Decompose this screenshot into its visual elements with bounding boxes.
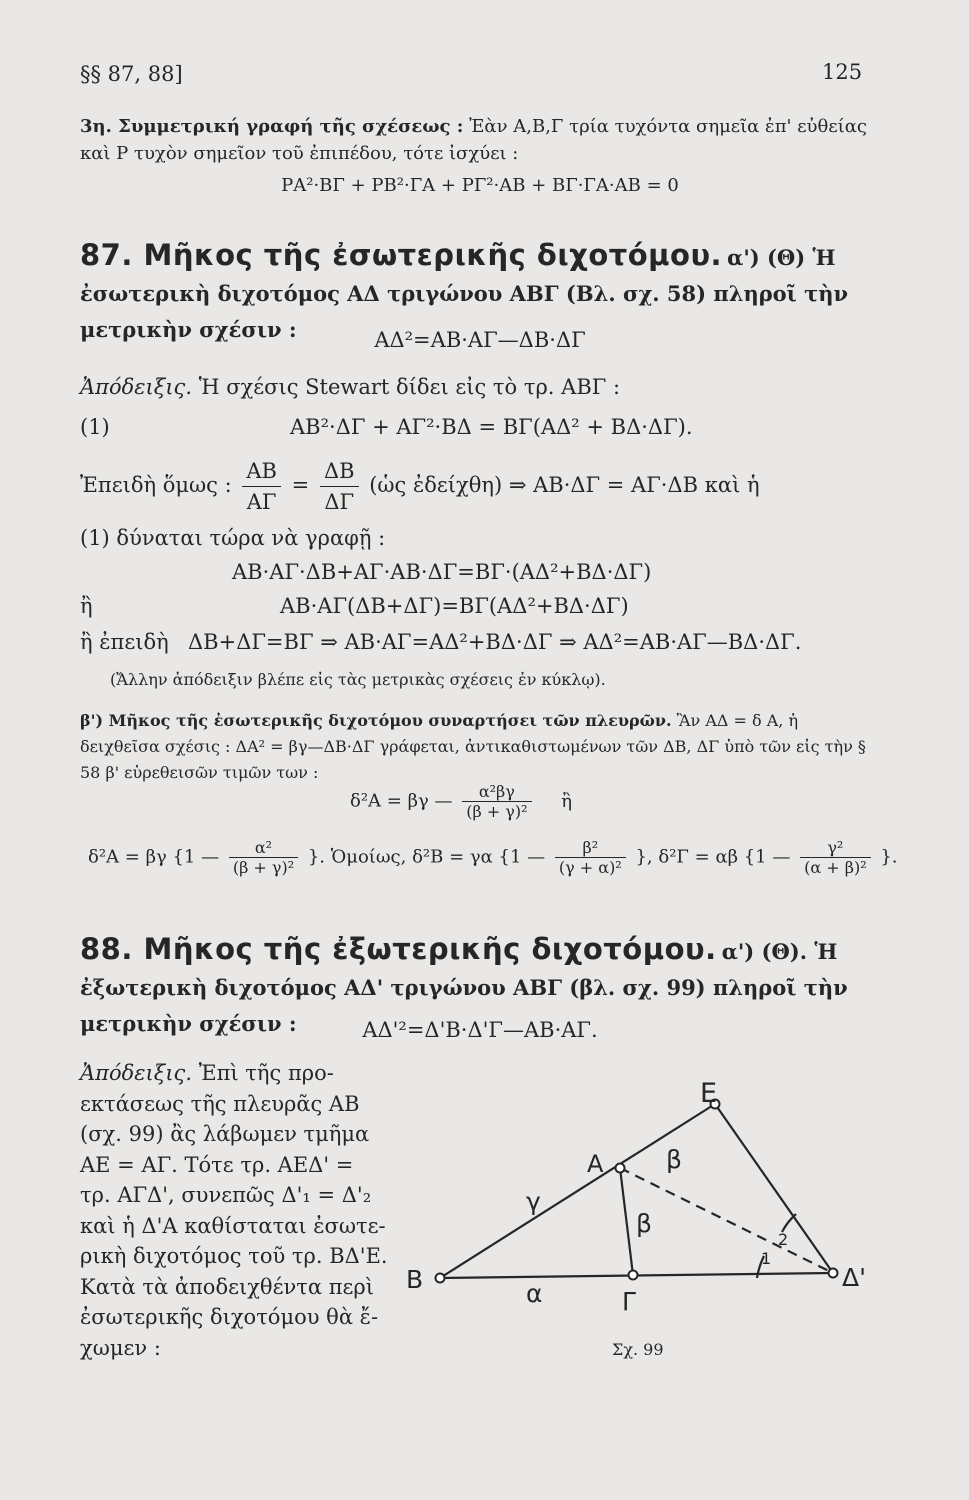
equation-2: ΑΒ·ΑΓ·ΔΒ+ΑΓ·ΑΒ·ΔΓ=ΒΓ·(ΑΔ²+ΒΔ·ΔΓ) [232, 560, 652, 584]
formula-delta-a-1-fraction [462, 782, 531, 821]
label-alpha: α [526, 1279, 543, 1308]
label-e: Ε [700, 1078, 718, 1109]
section-88-proof [80, 1058, 390, 1363]
point-g [629, 1271, 638, 1280]
formula-delta-a-1-left: δ²Α = βγ — [350, 790, 453, 812]
section-88-heading: 88. Μῆκος τῆς ἐξωτερικῆς διχοτόμου. [80, 932, 717, 966]
formula-delta-a-1-numerator: α²βγ [462, 782, 531, 802]
formula-delta-a-2-left: δ²Α = βγ {1 — [88, 846, 220, 868]
label-angle-1: 1 [761, 1249, 772, 1268]
section-88-proof-first-line [80, 1058, 390, 1089]
formula-delta-a-1 [350, 782, 572, 821]
proof-line: ἐσωτερικῆς διχοτόμου θὰ ἔ- [80, 1305, 379, 1329]
proof-line: ΑΕ = ΑΓ. Τότε τρ. ΑΕΔ' = [80, 1152, 354, 1177]
point-d-prime [829, 1269, 838, 1278]
point-b [436, 1274, 445, 1283]
formula-delta-a-2-numerator: α² [229, 838, 298, 858]
formula-delta-g-numerator: γ² [800, 838, 871, 858]
section-88-part-a: α') (Θ). Ἡ ἐξωτερικὴ διχοτόμος ΑΔ' τριγώνου ΑΒΓ (βλ. σχ. 99) πληροῖ τὴν μετρικὴν σχέσιν : [80, 939, 848, 1036]
other-proof-note: (Ἄλλην ἀπόδειξιν βλέπε εἰς τὰς μετρικὰς σχέσεις ἐν κύκλῳ). [110, 670, 606, 689]
section-88-proof-label: Ἀπόδειξις. [80, 1061, 192, 1085]
formula-delta-a-1-denominator: (β + γ)² [466, 802, 528, 821]
point-a [616, 1164, 625, 1173]
ratio-db-dg-numerator: ΔΒ [320, 456, 359, 487]
section-87-heading: 87. Μῆκος τῆς ἐσωτερικῆς διχοτόμου. [80, 238, 723, 272]
section-88-main-formula: ΑΔ'²=Δ'Β·Δ'Γ—ΑΒ·ΑΓ. [362, 1018, 598, 1042]
ratio-ab-ag-numerator: ΑΒ [242, 456, 281, 487]
page-number: 125 [822, 60, 863, 84]
formula-delta-b-numerator: β² [555, 838, 626, 858]
formula-delta-g-fraction [800, 838, 871, 877]
line-e-d [715, 1104, 833, 1273]
line-b-e [440, 1104, 715, 1278]
equation-1: ΑΒ²·ΔΓ + ΑΓ²·ΒΔ = ΒΓ(ΑΔ² + ΒΔ·ΔΓ). [290, 415, 693, 439]
proof-line: εκτάσεως τῆς πλευρᾶς ΑΒ [80, 1091, 360, 1116]
label-gamma: γ [526, 1187, 541, 1216]
formula-delta-b-denominator: (γ + α)² [558, 858, 622, 877]
ratio-ab-ag [242, 456, 281, 517]
label-beta-middle: β [636, 1209, 652, 1238]
ratio-db-dg [320, 456, 359, 517]
label-a: Α [587, 1150, 604, 1178]
section-reference: §§ 87, 88] [80, 62, 183, 86]
proof-line: Κατὰ τὰ ἀποδειχθέντα περὶ [80, 1274, 374, 1299]
proof-line: τρ. ΑΓΔ', συνεπῶς Δ'₁ = Δ'₂ [80, 1183, 372, 1207]
formula-delta-a-2-denominator: (β + γ)² [232, 858, 295, 877]
formula-delta-b-left: δ²Β = γα {1 — [412, 846, 546, 868]
item-3-paragraph [80, 113, 880, 167]
formula-delta-g-denominator: (α + β)² [804, 858, 867, 877]
formula-delta-g-left: δ²Γ = αβ {1 — [658, 846, 791, 868]
or-label-2: ἢ ἐπειδὴ [80, 630, 169, 654]
can-write-line: (1) δύναται τώρα νὰ γραφῇ : [80, 526, 386, 550]
proof-line: χωμεν : [80, 1335, 161, 1360]
equation-1-label: (1) [80, 415, 110, 439]
proof-line: ρικὴ διχοτόμος τοῦ τρ. ΒΔ'Ε. [80, 1244, 388, 1268]
part-b-paragraph [80, 708, 870, 786]
part-b-text-1: Ἂν ΑΔ = δ Α, ἡ [676, 711, 799, 730]
since-rest: (ὡς ἐδείχθη) ⇒ ΑΒ·ΔΓ = ΑΓ·ΔΒ καὶ ἡ [369, 473, 760, 497]
part-b-lead: β') Μῆκος τῆς ἐσωτερικῆς διχοτόμου συναρτήσει τῶν πλευρῶν. [80, 711, 672, 730]
item-3-text: Ἐὰν Α,Β,Γ τρία τυχόντα σημεῖα ἐπ' εὐθείας καὶ Ρ τυχὸν σημεῖον τοῦ ἐπιπέδου, τότε ἰσχύει : [80, 116, 867, 164]
section-87-main-formula: ΑΔ²=ΑΒ·ΑΓ—ΔΒ·ΔΓ [374, 328, 586, 352]
label-g: Γ [622, 1287, 636, 1316]
or-label-1: ἢ [80, 594, 93, 618]
line-a-g [620, 1168, 633, 1275]
equation-3: ΑΒ·ΑΓ(ΔΒ+ΔΓ)=ΒΓ(ΑΔ²+ΒΔ·ΔΓ) [280, 594, 629, 618]
proof-line: (σχ. 99) ἂς λάβωμεν τμῆμα [80, 1122, 370, 1146]
formula-delta-g-close: }. [880, 846, 898, 868]
proof-label: Ἀπόδειξις. [80, 375, 192, 399]
part-b-text-3: εἰς τὴν § 58 β' εὑρεθεισῶν τιμῶν των : [80, 737, 866, 782]
ratio-db-dg-denominator: ΔΓ [324, 490, 355, 514]
formula-delta-a-2-close: }. [307, 846, 326, 868]
formula-delta-b-fraction [555, 838, 626, 877]
proof-line: Ἐπὶ τῆς προ- [198, 1061, 334, 1085]
item-3-formula: ΡΑ²·ΒΓ + ΡΒ²·ΓΑ + ΡΓ²·ΑΒ + ΒΓ·ΓΑ·ΑΒ = 0 [281, 175, 679, 196]
formula-delta-b-close: }, [635, 846, 653, 868]
part-b-text-2: δειχθεῖσα σχέσις : ΔΑ² = βγ—ΔΒ·ΔΓ γράφεται, ἀντικαθιστωμένων τῶν ΔΒ, ΔΓ ὑπὸ τῶν [80, 737, 791, 756]
formula-delta-a-2-fraction [229, 838, 298, 877]
formula-or: ἢ [561, 790, 573, 812]
item-3-lead: 3η. Συμμετρική γραφή τῆς σχέσεως : [80, 116, 464, 137]
ratio-ab-ag-denominator: ΑΓ [246, 490, 277, 514]
figure-caption: Σχ. 99 [612, 1340, 664, 1359]
proof-line: καὶ ἡ Δ'Α καθίσταται ἐσωτε- [80, 1213, 386, 1238]
label-d-prime: Δ' [842, 1263, 866, 1292]
equation-4: ΔΒ+ΔΓ=ΒΓ ⇒ ΑΒ·ΑΓ=ΑΔ²+ΒΔ·ΔΓ ⇒ ΑΔ²=ΑΒ·ΑΓ—ΒΔ·ΔΓ. [188, 630, 802, 654]
label-b: Β [406, 1265, 424, 1294]
proof-text: Ἡ σχέσις Stewart δίδει εἰς τὸ τρ. ΑΒΓ : [198, 375, 621, 399]
since-line: Ἐπειδὴ ὅμως : $\frac{AB}{A\Gamma}$ = $\frac{\Delta B}{\Delta\Gamma}$ (ὡς ἐδείχθη) ⇒ ΑΒ·ΔΓ = ΑΓ·ΔΒ καὶ ἡ [80, 456, 760, 517]
label-angle-2: 2 [778, 1230, 789, 1249]
similarly-label: Ὁμοίως, [330, 846, 407, 868]
section-87-proof-line [80, 375, 620, 399]
label-beta-top: β [666, 1145, 682, 1174]
since-label: Ἐπειδὴ ὅμως : [80, 473, 232, 497]
section-87-part-a: α') (Θ) Ἡ ἐσωτερικὴ διχοτόμος ΑΔ τριγώνου ΑΒΓ (Βλ. σχ. 58) πληροῖ τὴν μετρικὴν σχέσιν : [80, 245, 849, 342]
formula-delta-row [88, 838, 898, 877]
bleed-through-text [80, 892, 870, 914]
